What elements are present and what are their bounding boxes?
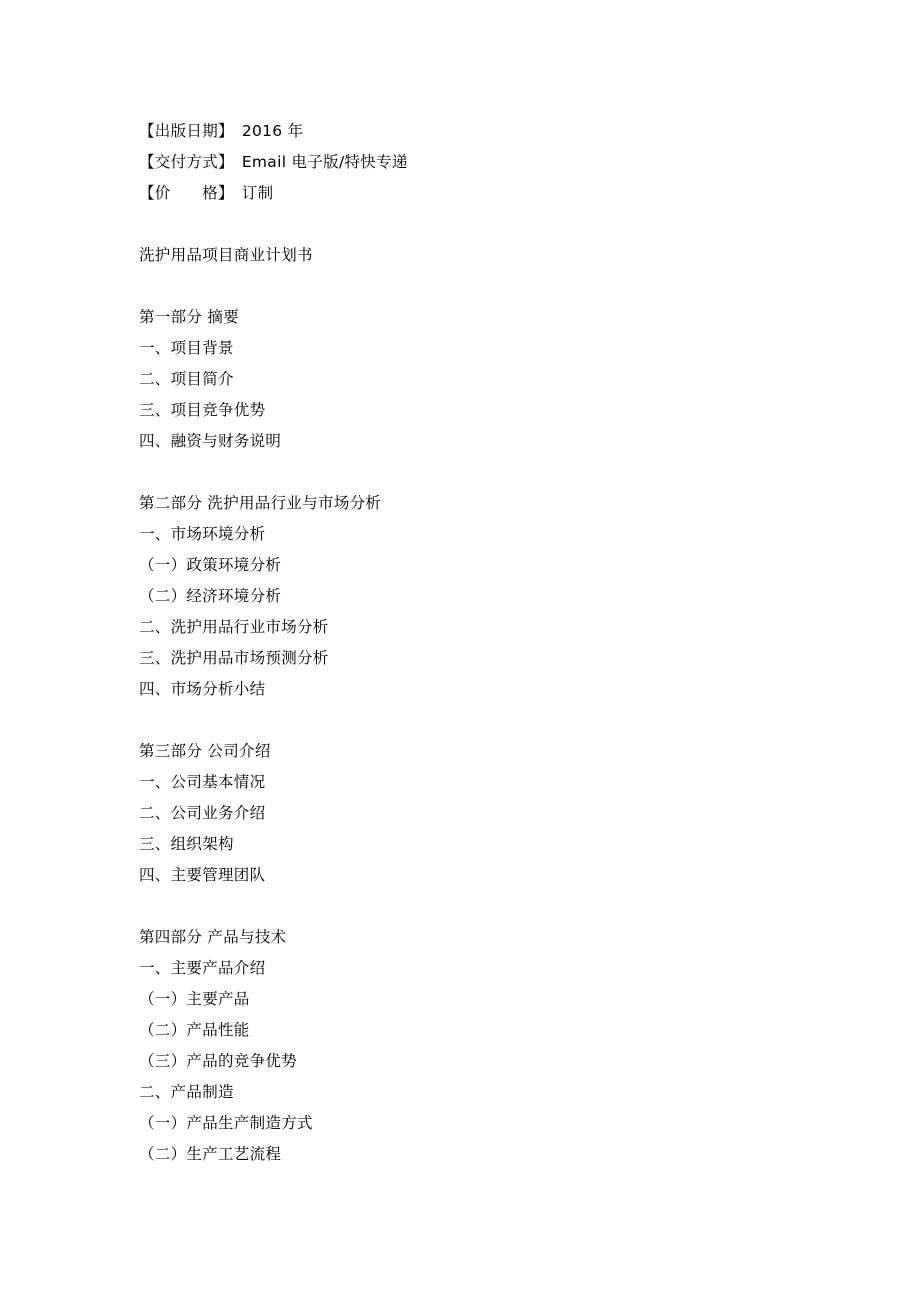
toc-item: （二）产品性能 bbox=[139, 1021, 250, 1039]
toc-item: 一、主要产品介绍 bbox=[139, 959, 266, 977]
meta-date-row bbox=[139, 116, 819, 147]
spacer bbox=[139, 457, 819, 488]
toc-item: （一）政策环境分析 bbox=[139, 556, 282, 574]
meta-price-label: 【价 格】 bbox=[139, 184, 234, 202]
toc-item: （二）生产工艺流程 bbox=[139, 1145, 282, 1163]
spacer bbox=[139, 891, 819, 922]
toc-item: 二、公司业务介绍 bbox=[139, 804, 266, 822]
toc-item: （一）主要产品 bbox=[139, 990, 250, 1008]
spacer bbox=[139, 705, 819, 736]
toc-item: 一、项目背景 bbox=[139, 339, 234, 357]
toc-item: 二、项目简介 bbox=[139, 370, 234, 388]
section-heading: 第二部分 洗护用品行业与市场分析 bbox=[139, 494, 382, 512]
spacer bbox=[139, 271, 819, 302]
toc-item: 四、融资与财务说明 bbox=[139, 432, 282, 450]
toc-item: （二）经济环境分析 bbox=[139, 587, 282, 605]
toc-item: 三、洗护用品市场预测分析 bbox=[139, 649, 329, 667]
meta-delivery-value: Email 电子版/特快专递 bbox=[241, 153, 408, 171]
section-heading: 第三部分 公司介绍 bbox=[139, 742, 271, 760]
document-title: 洗护用品项目商业计划书 bbox=[139, 246, 313, 264]
spacer bbox=[139, 209, 819, 240]
toc-item: 三、组织架构 bbox=[139, 835, 234, 853]
meta-date-value: 2016 年 bbox=[241, 122, 304, 140]
toc-item: （一）产品生产制造方式 bbox=[139, 1114, 313, 1132]
toc-item: 二、洗护用品行业市场分析 bbox=[139, 618, 329, 636]
toc-item: 二、产品制造 bbox=[139, 1083, 234, 1101]
meta-delivery-label: 【交付方式】 bbox=[139, 153, 234, 171]
document-content bbox=[139, 116, 819, 1170]
meta-delivery-row bbox=[139, 147, 819, 178]
toc-item: 四、市场分析小结 bbox=[139, 680, 266, 698]
section-heading: 第四部分 产品与技术 bbox=[139, 928, 287, 946]
toc-item: 三、项目竞争优势 bbox=[139, 401, 266, 419]
meta-date-label: 【出版日期】 bbox=[139, 122, 234, 140]
meta-price-value: 订制 bbox=[241, 184, 274, 202]
section-heading: 第一部分 摘要 bbox=[139, 308, 240, 326]
meta-price-row bbox=[139, 178, 819, 209]
toc-item: 一、公司基本情况 bbox=[139, 773, 266, 791]
toc-item: 四、主要管理团队 bbox=[139, 866, 266, 884]
toc-item: （三）产品的竞争优势 bbox=[139, 1052, 298, 1070]
toc-item: 一、市场环境分析 bbox=[139, 525, 266, 543]
